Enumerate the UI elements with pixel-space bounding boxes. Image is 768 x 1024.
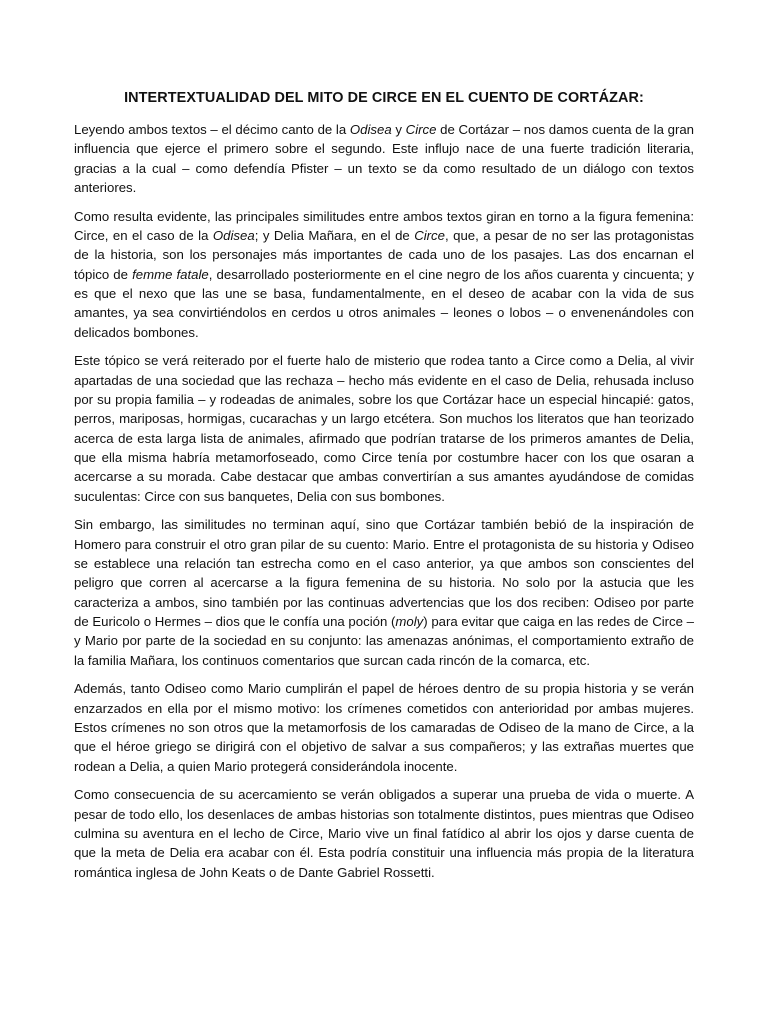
paragraph-5-run-1: Además, tanto Odiseo como Mario cumplirán el papel de héroes dentro de su propia historia y se verán enzarzados en ella por el mismo motivo: los crímenes cometidos con anterioridad por ambas mujeres. Estos crímenes no son otros que la metamorfosis de los camaradas de Odiseo de la mano de Circe, a la que el héroe griego se dirigirá con el objetivo de salvar a sus compañeros; y las extrañas muertes que rodean a Delia, a quien Mario protegerá considerándola inocente. — [74, 681, 694, 774]
paragraph-2 — [74, 207, 694, 342]
paragraph-1-run-1: Leyendo ambos textos – el décimo canto de la — [74, 122, 350, 137]
paragraph-2-run-4: Circe — [414, 228, 445, 244]
paragraph-1-run-3: y — [391, 122, 406, 137]
paragraph-1-run-2: Odisea — [349, 122, 392, 137]
paragraph-1 — [74, 120, 694, 197]
paragraph-1-run-4: Circe — [405, 122, 437, 137]
paragraph-1-run-5: de Cortázar – nos damos cuenta de la gran influencia que ejerce el primero sobre el segundo. Este influjo nace de una fuerte tradición literaria, gracias a la cual – como defendía Pfister – un texto se da como resultado de un diálogo con textos anteriores. — [74, 122, 695, 195]
paragraph-2-run-7: , desarrollado posteriormente en el cine negro de los años cuarenta y cincuenta; y es que el nexo que las une se basa, fundamentalmente, en el deseo de acabar con la vida de sus amantes, ya sea convirtiéndolos en cerdos u otros animales – leones o lobos – o envenenándoles con delicados bombones. — [74, 266, 695, 340]
paragraph-3 — [74, 351, 694, 505]
paragraph-2-run-6: femme fatale — [132, 266, 209, 282]
paragraph-2-run-3: ; y Delia Mañara, en el de — [254, 228, 415, 244]
document-title: INTERTEXTUALIDAD DEL MITO DE CIRCE EN EL CUENTO DE CORTÁZAR: — [124, 90, 644, 106]
paragraph-4-run-1: Sin embargo, las similitudes no terminan aquí, sino que Cortázar también bebió de la inspiración de Homero para construir el otro gran pilar de su cuento: Mario. Entre el protagonista de su historia y Odiseo se establece una relación tan estrecha como en el caso anterior, ya que ambos son conscientes del peligro que corren al acercarse a la figura femenina de su historia. No solo por la astucia que les caracteriza a ambos, sino también por las continuas advertencias que los dos reciben: Odiseo por parte de Euricolo o Hermes – dios que le confía una poción ( — [74, 517, 694, 629]
document-page — [74, 88, 694, 892]
paragraph-2-run-5: , que, a pesar de no ser las protagonistas de la historia, son los personajes más importantes de cada uno de los pasajes. Las dos encarnan el tópico de — [74, 228, 694, 282]
paragraph-4-run-2: moly — [395, 613, 424, 629]
paragraph-2-run-1: Como resulta evidente, las principales similitudes entre ambos textos giran en torno a la figura femenina: Circe, en el caso de la — [74, 208, 694, 244]
paragraph-6-run-1: Como consecuencia de su acercamiento se verán obligados a superar una prueba de vida o muerte. A pesar de todo ello, los desenlaces de ambas historias son totalmente distintos, pues mientras que Odiseo culmina su aventura en el lecho de Circe, Mario vive un final fatídico al abrir los ojos y darse cuenta de que la meta de Delia era acabar con él. Esta podría constituir una influencia más propia de la literatura romántica inglesa de John Keats o de Dante Gabriel Rossetti. — [74, 787, 694, 880]
paragraph-3-run-1: Este tópico se verá reiterado por el fuerte halo de misterio que rodea tanto a Circe como a Delia, al vivir apartadas de una sociedad que las rechaza – hecho más evidente en el caso de Delia, rehusada incluso por su propia familia – y rodeadas de animales, sobre los que Cortázar hace un especial hincapié: gatos, perros, mariposas, hormigas, cucarachas y un largo etcétera. Son muchos los literatos que han teorizado acerca de esta larga lista de animales, afirmado que podrían tratarse de los primeros amantes de Delia, que ella misma habría metamorfoseado, como Circe tenía por costumbre hacer con los que osaran a acercarse a su morada. Cabe destacar que ambas convertirían a sus amantes ayudándose de comidas suculentas: Circe con sus banquetes, Delia con sus bombones. — [74, 353, 694, 504]
paragraph-5 — [74, 679, 694, 775]
paragraph-6 — [74, 785, 694, 881]
paragraph-4-run-3: ) para evitar que caiga en las redes de Circe – y Mario por parte de la sociedad en su conjunto: las amenazas anónimas, el comportamiento extraño de la familia Mañara, los continuos comentarios que surcan cada rincón de la comarca, etc. — [74, 613, 694, 668]
paragraph-4 — [74, 515, 694, 669]
paragraph-2-run-2: Odisea — [212, 228, 255, 244]
